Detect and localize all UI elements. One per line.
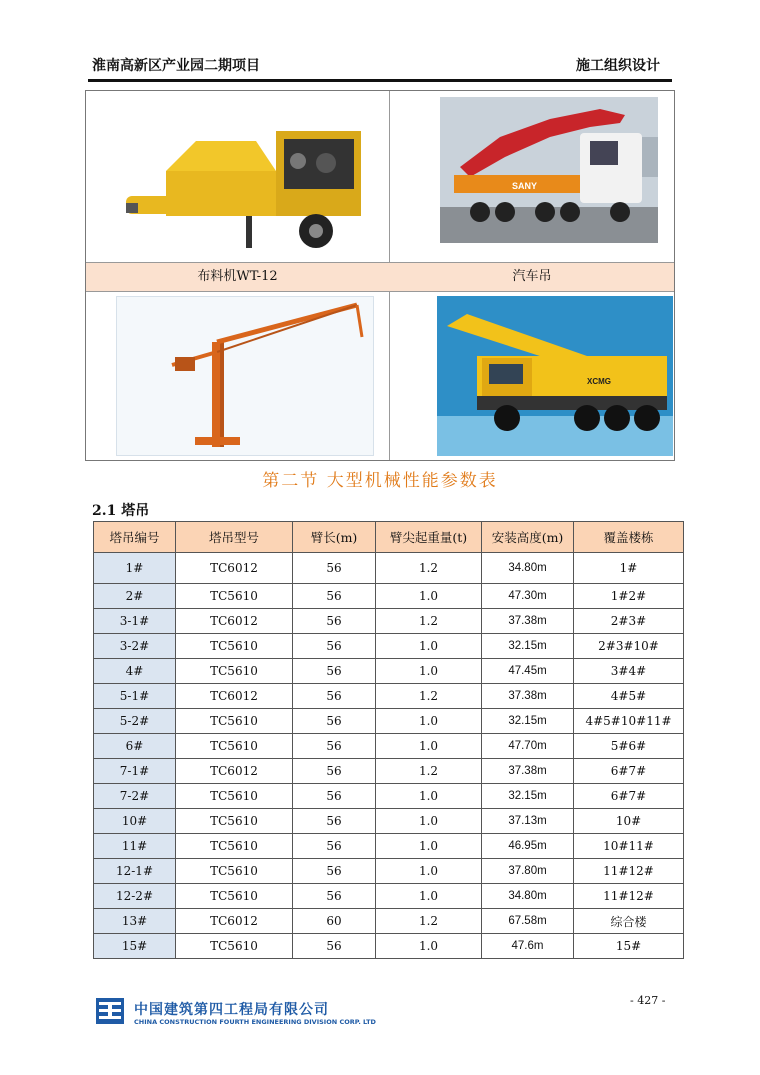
install-height-cell: 47.30m	[482, 584, 574, 609]
crane-model-cell: TC6012	[176, 759, 293, 784]
table-row	[94, 909, 684, 934]
crane-id-cell: 1#	[94, 553, 176, 584]
crane-id-cell: 3-2#	[94, 634, 176, 659]
coverage-cell: 2#3#10#	[574, 634, 684, 659]
install-height-cell: 67.58m	[482, 909, 574, 934]
tip-load-cell: 1.0	[376, 859, 482, 884]
crane-model-cell: TC5610	[176, 784, 293, 809]
install-height-cell: 37.80m	[482, 859, 574, 884]
col-header-tip-load: 臂尖起重量(t)	[376, 522, 482, 553]
crane-id-cell: 2#	[94, 584, 176, 609]
coverage-cell: 15#	[574, 934, 684, 959]
table-row	[94, 784, 684, 809]
install-height-cell: 32.15m	[482, 784, 574, 809]
install-height-cell: 34.80m	[482, 884, 574, 909]
install-height-cell: 32.15m	[482, 634, 574, 659]
coverage-cell: 6#7#	[574, 784, 684, 809]
tip-load-cell: 1.0	[376, 584, 482, 609]
coverage-cell: 综合楼	[574, 909, 684, 934]
crane-id-cell: 4#	[94, 659, 176, 684]
tip-load-cell: 1.2	[376, 553, 482, 584]
jib-length-cell: 56	[293, 684, 376, 709]
install-height-cell: 47.70m	[482, 734, 574, 759]
section-title: 第二节 大型机械性能参数表	[262, 471, 498, 491]
crane-id-cell: 7-1#	[94, 759, 176, 784]
crane-model-cell: TC5610	[176, 834, 293, 859]
install-height-cell: 47.6m	[482, 934, 574, 959]
tip-load-cell: 1.0	[376, 659, 482, 684]
tip-load-cell: 1.0	[376, 734, 482, 759]
jib-length-cell: 56	[293, 884, 376, 909]
col-header-jib: 臂长(m)	[293, 522, 376, 553]
crane-model-cell: TC5610	[176, 584, 293, 609]
jib-length-cell: 56	[293, 634, 376, 659]
image-label-row	[86, 262, 674, 292]
footer-company-en: CHINA CONSTRUCTION FOURTH ENGINEERING DIVISION CORP. LTD	[134, 1018, 376, 1026]
install-height-cell: 47.45m	[482, 659, 574, 684]
image-label-placer: 布料机WT-12	[197, 269, 278, 284]
crane-model-cell: TC5610	[176, 709, 293, 734]
crane-id-cell: 5-1#	[94, 684, 176, 709]
header-rule	[88, 79, 672, 82]
jib-length-cell: 56	[293, 734, 376, 759]
crane-brand: XCMG	[587, 377, 611, 386]
jib-length-cell: 56	[293, 809, 376, 834]
coverage-cell: 11#12#	[574, 859, 684, 884]
crane-model-cell: TC6012	[176, 609, 293, 634]
crane-model-cell: TC5610	[176, 934, 293, 959]
crane-id-cell: 5-2#	[94, 709, 176, 734]
crane-id-cell: 12-1#	[94, 859, 176, 884]
crane-id-cell: 3-1#	[94, 609, 176, 634]
table-row	[94, 834, 684, 859]
jib-length-cell: 56	[293, 834, 376, 859]
table-row	[94, 934, 684, 959]
header-doc-title: 施工组织设计	[576, 58, 660, 74]
jib-length-cell: 60	[293, 909, 376, 934]
footer-company-cn: 中国建筑第四工程局有限公司	[134, 1002, 329, 1018]
crane-id-cell: 6#	[94, 734, 176, 759]
page-number: - 427 -	[630, 994, 666, 1007]
jib-length-cell: 56	[293, 553, 376, 584]
concrete-placer-image	[116, 296, 374, 456]
table-row	[94, 759, 684, 784]
tip-load-cell: 1.0	[376, 809, 482, 834]
table-row	[94, 684, 684, 709]
jib-length-cell: 56	[293, 584, 376, 609]
coverage-cell: 1#2#	[574, 584, 684, 609]
image-label-mobile-crane: 汽车吊	[512, 269, 552, 284]
tip-load-cell: 1.2	[376, 609, 482, 634]
table-row	[94, 884, 684, 909]
col-header-height: 安装高度(m)	[482, 522, 574, 553]
col-header-buildings: 覆盖楼栋	[574, 522, 684, 553]
coverage-cell: 2#3#	[574, 609, 684, 634]
equipment-image-table	[85, 90, 675, 461]
boom-truck-image	[440, 97, 658, 243]
install-height-cell: 34.80m	[482, 553, 574, 584]
header-project-name: 淮南高新区产业园二期项目	[92, 58, 260, 74]
coverage-cell: 4#5#10#11#	[574, 709, 684, 734]
coverage-cell: 10#11#	[574, 834, 684, 859]
install-height-cell: 37.13m	[482, 809, 574, 834]
coverage-cell: 3#4#	[574, 659, 684, 684]
jib-length-cell: 56	[293, 709, 376, 734]
coverage-cell: 1#	[574, 553, 684, 584]
tip-load-cell: 1.2	[376, 759, 482, 784]
jib-length-cell: 56	[293, 934, 376, 959]
table-row	[94, 809, 684, 834]
crane-model-cell: TC5610	[176, 659, 293, 684]
table-row	[94, 609, 684, 634]
jib-length-cell: 56	[293, 784, 376, 809]
install-height-cell: 37.38m	[482, 684, 574, 709]
tip-load-cell: 1.2	[376, 684, 482, 709]
company-logo-icon	[96, 998, 124, 1024]
crane-id-cell: 11#	[94, 834, 176, 859]
tip-load-cell: 1.0	[376, 634, 482, 659]
crane-model-cell: TC6012	[176, 909, 293, 934]
table-row	[94, 734, 684, 759]
table-header-row	[94, 522, 684, 553]
tip-load-cell: 1.0	[376, 934, 482, 959]
crane-model-cell: TC5610	[176, 634, 293, 659]
table-row	[94, 584, 684, 609]
jib-length-cell: 56	[293, 859, 376, 884]
coverage-cell: 4#5#	[574, 684, 684, 709]
coverage-cell: 6#7#	[574, 759, 684, 784]
crane-id-cell: 13#	[94, 909, 176, 934]
install-height-cell: 37.38m	[482, 609, 574, 634]
col-header-model: 塔吊型号	[176, 522, 293, 553]
table-row	[94, 634, 684, 659]
table-row	[94, 659, 684, 684]
table-row	[94, 709, 684, 734]
jib-length-cell: 56	[293, 759, 376, 784]
crane-model-cell: TC5610	[176, 859, 293, 884]
boom-truck-brand: SANY	[512, 181, 538, 191]
install-height-cell: 46.95m	[482, 834, 574, 859]
jib-length-cell: 56	[293, 609, 376, 634]
table-row	[94, 553, 684, 584]
jib-length-cell: 56	[293, 659, 376, 684]
mobile-crane-image	[437, 296, 673, 456]
col-header-id: 塔吊编号	[94, 522, 176, 553]
coverage-cell: 10#	[574, 809, 684, 834]
crane-model-cell: TC5610	[176, 734, 293, 759]
install-height-cell: 37.38m	[482, 759, 574, 784]
tip-load-cell: 1.0	[376, 709, 482, 734]
tip-load-cell: 1.0	[376, 834, 482, 859]
install-height-cell: 32.15m	[482, 709, 574, 734]
tip-load-cell: 1.0	[376, 884, 482, 909]
crane-model-cell: TC6012	[176, 684, 293, 709]
table-row	[94, 859, 684, 884]
sub-title: 2.1 塔吊	[92, 503, 150, 519]
coverage-cell: 11#12#	[574, 884, 684, 909]
crane-id-cell: 15#	[94, 934, 176, 959]
crane-model-cell: TC5610	[176, 884, 293, 909]
coverage-cell: 5#6#	[574, 734, 684, 759]
tower-crane-table	[93, 521, 684, 959]
crane-id-cell: 12-2#	[94, 884, 176, 909]
crane-id-cell: 7-2#	[94, 784, 176, 809]
tip-load-cell: 1.2	[376, 909, 482, 934]
concrete-pump-image	[126, 111, 366, 251]
crane-id-cell: 10#	[94, 809, 176, 834]
tip-load-cell: 1.0	[376, 784, 482, 809]
crane-model-cell: TC5610	[176, 809, 293, 834]
crane-model-cell: TC6012	[176, 553, 293, 584]
